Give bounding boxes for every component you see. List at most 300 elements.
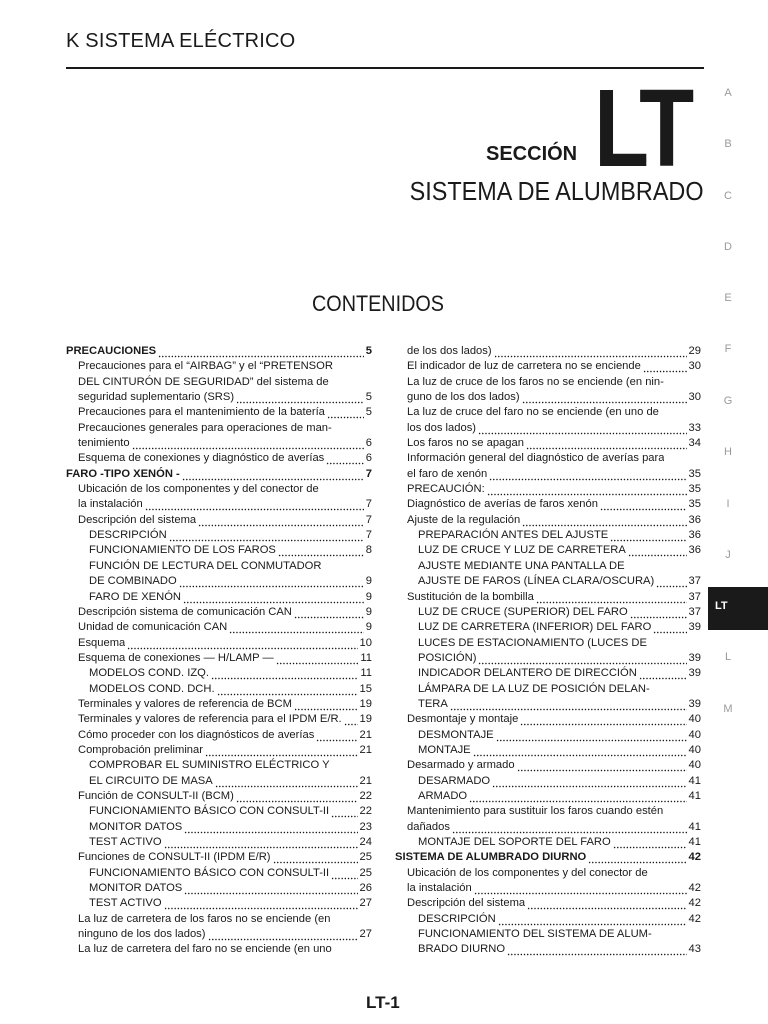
toc-entry[interactable] bbox=[395, 574, 701, 589]
toc-leader-dots bbox=[236, 390, 364, 405]
toc-entry-text: Precauciones para el mantenimiento de la batería bbox=[78, 406, 325, 419]
toc-entry-page: 26 bbox=[359, 882, 372, 895]
toc-entry[interactable] bbox=[66, 927, 372, 942]
toc-entry[interactable] bbox=[66, 543, 372, 558]
toc-entry-text: EL CIRCUITO DE MASA bbox=[89, 774, 213, 787]
toc-entry-page: 15 bbox=[359, 682, 372, 695]
toc-entry-text: dañados bbox=[407, 820, 450, 833]
tab-letter-j[interactable]: J bbox=[725, 549, 731, 561]
toc-leader-dots bbox=[630, 605, 687, 620]
toc-entry[interactable] bbox=[66, 528, 372, 543]
toc-leader-dots bbox=[294, 697, 358, 712]
toc-leader-dots bbox=[169, 528, 364, 543]
toc-entry[interactable] bbox=[66, 344, 372, 359]
toc-leader-dots bbox=[656, 574, 686, 589]
toc-entry-text: Terminales y valores de referencia de BCM bbox=[78, 697, 292, 710]
toc-entry bbox=[395, 866, 701, 881]
toc-leader-dots bbox=[164, 835, 358, 850]
toc-entry-text: MONTAJE bbox=[418, 743, 471, 756]
toc-entry-text: el faro de xenón bbox=[407, 467, 488, 480]
toc-entry[interactable] bbox=[66, 820, 372, 835]
toc-entry-page: 43 bbox=[688, 943, 701, 956]
toc-entry-text: Esquema de conexiones y diagnóstico de averías bbox=[78, 452, 325, 465]
toc-leader-dots bbox=[184, 820, 357, 835]
toc-entry-text: ninguno de los dos lados) bbox=[78, 928, 206, 941]
toc-entry[interactable] bbox=[66, 497, 372, 512]
toc-entry-page: 35 bbox=[688, 467, 701, 480]
toc-entry-text: LUZ DE CRUCE (SUPERIOR) DEL FARO bbox=[418, 605, 628, 618]
toc-entry-text: PRECAUCIONES bbox=[66, 345, 157, 357]
toc-entry-text: DESARMADO bbox=[418, 774, 491, 787]
toc-entry-page: 25 bbox=[359, 866, 372, 879]
tab-letter-g[interactable]: G bbox=[723, 395, 733, 407]
toc-leader-dots bbox=[127, 636, 357, 651]
toc-entry-text: La luz de carretera de los faros no se enciende (en bbox=[78, 912, 331, 925]
toc-entry[interactable] bbox=[66, 605, 372, 620]
toc-entry[interactable] bbox=[395, 743, 701, 758]
toc-entry-page: 33 bbox=[688, 421, 701, 434]
toc-entry-page: 5 bbox=[365, 406, 372, 419]
toc-entry-page: 5 bbox=[365, 345, 372, 357]
toc-entry-page: 40 bbox=[688, 728, 701, 741]
toc-entry-page: 6 bbox=[365, 452, 372, 465]
toc-entry-page: 9 bbox=[365, 590, 372, 603]
tab-letter-c[interactable]: C bbox=[724, 190, 732, 202]
toc-entry-text: LUZ DE CRUCE Y LUZ DE CARRETERA bbox=[418, 544, 626, 557]
toc-leader-dots bbox=[327, 405, 364, 420]
toc-entry bbox=[66, 758, 372, 773]
toc-leader-dots bbox=[198, 513, 364, 528]
toc-entry-page: 30 bbox=[688, 391, 701, 404]
toc-entry-text: AJUSTE DE FAROS (LÍNEA CLARA/OSCURA) bbox=[418, 575, 655, 588]
toc-entry-page: 10 bbox=[359, 636, 372, 649]
toc-entry-text: FARO -TIPO XENÓN - bbox=[66, 467, 180, 480]
toc-entry-page: 42 bbox=[688, 912, 701, 925]
toc-entry-text: de los dos lados) bbox=[407, 345, 492, 357]
toc-entry[interactable] bbox=[66, 804, 372, 819]
toc-leader-dots bbox=[158, 344, 364, 359]
toc-entry-text: LUZ DE CARRETERA (INFERIOR) DEL FARO bbox=[418, 621, 652, 634]
toc-leader-dots bbox=[205, 743, 358, 758]
toc-entry-page: 42 bbox=[688, 897, 701, 910]
toc-entry-text: Ubicación de los componentes y del conector de bbox=[407, 866, 648, 879]
toc-leader-dots bbox=[217, 682, 358, 697]
toc-entry bbox=[66, 559, 372, 574]
toc-leader-dots bbox=[526, 436, 687, 451]
toc-entry-page: 35 bbox=[688, 483, 701, 496]
toc-entry-text: El indicador de luz de carretera no se enciende bbox=[407, 360, 641, 373]
toc-entry-page: 21 bbox=[359, 774, 372, 787]
toc-leader-dots bbox=[643, 359, 687, 374]
toc-entry[interactable] bbox=[395, 896, 701, 911]
toc-entry-text: Esquema bbox=[78, 636, 126, 649]
toc-entry[interactable] bbox=[395, 436, 701, 451]
toc-entry-page: 11 bbox=[360, 651, 372, 664]
toc-entry[interactable] bbox=[66, 896, 372, 911]
toc-entry bbox=[395, 927, 701, 942]
toc-entry bbox=[66, 359, 372, 374]
toc-entry-text: MONTAJE DEL SOPORTE DEL FARO bbox=[418, 836, 611, 848]
toc-entry[interactable] bbox=[66, 866, 372, 881]
toc-entry-text: Información general del diagnóstico de averías para bbox=[407, 452, 665, 465]
section-title: SISTEMA DE ALUMBRADO bbox=[410, 176, 704, 206]
toc-entry bbox=[395, 451, 701, 466]
toc-leader-dots bbox=[522, 390, 687, 405]
toc-entry[interactable] bbox=[66, 697, 372, 712]
toc-entry-page: 7 bbox=[365, 498, 372, 511]
toc-entry-text: FUNCIONAMIENTO DE LOS FAROS bbox=[89, 544, 276, 557]
toc-leader-dots bbox=[628, 543, 687, 558]
toc-entry-text: PRECAUCIÓN: bbox=[407, 483, 485, 496]
toc-leader-dots bbox=[326, 451, 363, 466]
toc-entry-text: ARMADO bbox=[418, 789, 468, 802]
toc-entry[interactable] bbox=[66, 774, 372, 789]
toc-entry-text: Comprobación preliminar bbox=[78, 743, 203, 756]
toc-entry-text: Cómo proceder con los diagnósticos de averías bbox=[78, 728, 315, 741]
toc-entry-page: 9 bbox=[365, 621, 372, 634]
toc-entry-text: DE COMBINADO bbox=[89, 575, 177, 588]
toc-entry[interactable] bbox=[395, 789, 701, 804]
toc-entry[interactable] bbox=[395, 528, 701, 543]
toc-entry bbox=[66, 375, 372, 390]
toc-leader-dots bbox=[145, 497, 364, 512]
toc-entry[interactable] bbox=[395, 605, 701, 620]
toc-entry[interactable] bbox=[395, 390, 701, 405]
toc-leader-dots bbox=[588, 850, 686, 865]
toc-entry[interactable] bbox=[395, 497, 701, 512]
toc-entry[interactable] bbox=[66, 728, 372, 743]
toc-entry-page: 6 bbox=[365, 437, 372, 450]
toc-entry-text: MONITOR DATOS bbox=[89, 820, 183, 833]
toc-entry-page: 35 bbox=[688, 498, 701, 511]
toc-entry[interactable] bbox=[66, 574, 372, 589]
toc-entry-text: Terminales y valores de referencia para el IPDM E/R. bbox=[78, 713, 342, 726]
toc-entry-text: MONITOR DATOS bbox=[89, 882, 183, 895]
toc-entry-text: TEST ACTIVO bbox=[89, 836, 162, 848]
toc-entry-text: Precauciones generales para operaciones de man- bbox=[78, 421, 332, 434]
toc-entry bbox=[66, 942, 372, 957]
toc-entry-page: 40 bbox=[688, 743, 701, 756]
toc-leader-dots bbox=[182, 467, 364, 482]
toc-entry-text: INDICADOR DELANTERO DE DIRECCIÓN bbox=[418, 667, 637, 680]
toc-entry[interactable] bbox=[66, 651, 372, 666]
toc-entry-page: 36 bbox=[688, 529, 701, 542]
section-word: SECCIÓN bbox=[486, 143, 578, 165]
toc-entry-page: 41 bbox=[688, 789, 701, 802]
toc-entry-text: MODELOS COND. IZQ. bbox=[89, 667, 209, 680]
toc-entry-text: Diagnóstico de averías de faros xenón bbox=[407, 498, 598, 511]
toc-leader-dots bbox=[473, 743, 687, 758]
toc-entry-text: Descripción del sistema bbox=[78, 513, 197, 526]
toc-entry bbox=[66, 482, 372, 497]
toc-entry-text: DEL CINTURÓN DE SEGURIDAD” del sistema de bbox=[78, 375, 329, 388]
toc-leader-dots bbox=[522, 513, 686, 528]
toc-entry-text: COMPROBAR EL SUMINISTRO ELÉCTRICO Y bbox=[89, 759, 330, 772]
toc-entry-page: 39 bbox=[688, 651, 701, 664]
toc-leader-dots bbox=[184, 881, 357, 896]
toc-entry-text: Mantenimiento para sustituir los faros cuando estén bbox=[407, 805, 664, 818]
toc-entry-text: MODELOS COND. DCH. bbox=[89, 682, 215, 695]
toc-entry-page: 42 bbox=[688, 851, 701, 864]
toc-leader-dots bbox=[494, 344, 687, 359]
toc-entry-page: 39 bbox=[688, 667, 701, 680]
toc-leader-dots bbox=[452, 820, 687, 835]
toc-entry-text: AJUSTE MEDIANTE UNA PANTALLA DE bbox=[418, 559, 625, 572]
toc-entry-page: 29 bbox=[688, 345, 701, 357]
tab-letter-h[interactable]: H bbox=[724, 446, 732, 458]
toc-entry-page: 40 bbox=[688, 759, 701, 772]
toc-entry-text: DESMONTAJE bbox=[418, 728, 494, 741]
toc-entry-text: Ajuste de la regulación bbox=[407, 513, 521, 526]
toc-entry[interactable] bbox=[395, 651, 701, 666]
toc-leader-dots bbox=[183, 590, 364, 605]
toc-entry[interactable] bbox=[395, 666, 701, 681]
toc-leader-dots bbox=[208, 927, 358, 942]
toc-entry bbox=[395, 559, 701, 574]
toc-entry-page: 22 bbox=[359, 805, 372, 818]
toc-leader-dots bbox=[331, 804, 357, 819]
toc-leader-dots bbox=[331, 866, 357, 881]
toc-entry-text: BRADO DIURNO bbox=[418, 943, 506, 956]
toc-entry bbox=[395, 405, 701, 420]
toc-entry[interactable] bbox=[66, 436, 372, 451]
toc-entry bbox=[395, 682, 701, 697]
toc-entry bbox=[395, 636, 701, 651]
toc-entry-text: Sustitución de la bombilla bbox=[407, 590, 534, 603]
toc-leader-dots bbox=[496, 728, 687, 743]
toc-entry-page: 19 bbox=[359, 713, 372, 726]
toc-leader-dots bbox=[215, 774, 358, 789]
toc-entry[interactable] bbox=[66, 405, 372, 420]
toc-entry-page: 41 bbox=[688, 820, 701, 833]
toc-leader-dots bbox=[498, 912, 687, 927]
toc-entry-text: La luz de cruce del faro no se enciende (en uno de bbox=[407, 406, 659, 419]
toc-entry-text: Funciones de CONSULT-II (IPDM E/R) bbox=[78, 851, 271, 864]
toc-entry-text: La luz de cruce de los faros no se enciende (en nin- bbox=[407, 375, 664, 388]
toc-entry-text: Función de CONSULT-II (BCM) bbox=[78, 789, 234, 802]
tab-letter-e[interactable]: E bbox=[724, 292, 732, 304]
toc-entry-page: 21 bbox=[359, 728, 372, 741]
toc-leader-dots bbox=[507, 942, 687, 957]
toc-entry-text: DESCRIPCIÓN bbox=[418, 912, 496, 925]
toc-entry[interactable] bbox=[395, 421, 701, 436]
toc-entry-page: 27 bbox=[359, 897, 372, 910]
toc-entry[interactable] bbox=[395, 590, 701, 605]
toc-entry-text: LUCES DE ESTACIONAMIENTO (LUCES DE bbox=[418, 636, 647, 649]
toc-entry-page: 36 bbox=[688, 513, 701, 526]
toc-entry-page: 8 bbox=[365, 544, 372, 557]
toc-entry-page: 7 bbox=[365, 467, 372, 480]
toc-entry bbox=[395, 804, 701, 819]
toc-entry bbox=[66, 421, 372, 436]
toc-leader-dots bbox=[179, 574, 364, 589]
toc-entry-page: 27 bbox=[359, 928, 372, 941]
toc-entry-page: 22 bbox=[359, 789, 372, 802]
toc-entry[interactable] bbox=[66, 881, 372, 896]
toc-entry[interactable] bbox=[395, 712, 701, 727]
toc-leader-dots bbox=[613, 835, 687, 850]
toc-leader-dots bbox=[517, 758, 687, 773]
header-title: K SISTEMA ELÉCTRICO bbox=[66, 30, 296, 52]
toc-entry-text: seguridad suplementario (SRS) bbox=[78, 391, 235, 404]
toc-entry-text: Ubicación de los componentes y del conector de bbox=[78, 483, 319, 496]
toc-entry[interactable] bbox=[395, 912, 701, 927]
toc-entry-text: FUNCIONAMIENTO DEL SISTEMA DE ALUM- bbox=[418, 928, 652, 941]
toc-entry-text: Los faros no se apagan bbox=[407, 437, 524, 450]
toc-entry-page: 42 bbox=[688, 882, 701, 895]
tab-letter-a[interactable]: A bbox=[724, 87, 732, 99]
toc-entry[interactable] bbox=[395, 513, 701, 528]
toc-entry-page: 34 bbox=[688, 437, 701, 450]
toc-leader-dots bbox=[469, 789, 686, 804]
toc-leader-dots bbox=[211, 666, 358, 681]
toc-entry[interactable] bbox=[395, 758, 701, 773]
toc-entry[interactable] bbox=[66, 835, 372, 850]
toc-entry-page: 41 bbox=[688, 836, 701, 848]
toc-entry[interactable] bbox=[66, 850, 372, 865]
toc-entry[interactable] bbox=[66, 590, 372, 605]
tab-letter-b[interactable]: B bbox=[724, 138, 732, 150]
section-code: LT bbox=[594, 67, 691, 190]
toc-entry-page: 37 bbox=[688, 575, 701, 588]
toc-column-left bbox=[66, 344, 372, 958]
toc-entry-text: La luz de carretera del faro no se enciende (en uno bbox=[78, 943, 332, 956]
toc-entry-text: Desarmado y armado bbox=[407, 759, 515, 772]
toc-entry[interactable] bbox=[66, 620, 372, 635]
toc-entry-text: TEST ACTIVO bbox=[89, 897, 162, 910]
toc-leader-dots bbox=[492, 774, 686, 789]
toc-entry-page: 24 bbox=[359, 836, 372, 848]
toc-leader-dots bbox=[278, 543, 364, 558]
toc-leader-dots bbox=[520, 712, 686, 727]
toc-entry-page: 40 bbox=[688, 713, 701, 726]
toc-entry-text: la instalación bbox=[78, 498, 143, 511]
toc-leader-dots bbox=[478, 651, 686, 666]
toc-entry-text: Descripción del sistema bbox=[407, 897, 526, 910]
toc-entry-page: 21 bbox=[359, 743, 372, 756]
toc-entry-text: los dos lados) bbox=[407, 421, 477, 434]
toc-entry-page: 9 bbox=[365, 605, 372, 618]
toc-entry-text: SISTEMA DE ALUMBRADO DIURNO bbox=[395, 851, 587, 864]
toc-entry[interactable] bbox=[66, 467, 372, 482]
toc-entry[interactable] bbox=[395, 820, 701, 835]
toc-entry-page: 7 bbox=[365, 529, 372, 542]
toc-entry[interactable] bbox=[395, 467, 701, 482]
toc-leader-dots bbox=[653, 620, 686, 635]
toc-leader-dots bbox=[276, 651, 359, 666]
toc-leader-dots bbox=[273, 850, 358, 865]
toc-entry-text: FUNCIÓN DE LECTURA DEL CONMUTADOR bbox=[89, 559, 322, 572]
toc-entry-page: 7 bbox=[365, 513, 372, 526]
toc-entry-page: 5 bbox=[365, 391, 372, 404]
footer-page-number: LT-1 bbox=[366, 993, 400, 1012]
toc-leader-dots bbox=[316, 728, 357, 743]
toc-entry-page: 39 bbox=[688, 621, 701, 634]
toc-entry[interactable] bbox=[395, 881, 701, 896]
tab-letter-l[interactable]: L bbox=[724, 651, 732, 663]
toc-entry[interactable] bbox=[395, 482, 701, 497]
toc-entry-text: FUNCIONAMIENTO BÁSICO CON CONSULT-II bbox=[89, 805, 330, 818]
toc-leader-dots bbox=[639, 666, 687, 681]
toc-leader-dots bbox=[132, 436, 364, 451]
toc-entry-text: guno de los dos lados) bbox=[407, 391, 520, 404]
toc-entry[interactable] bbox=[395, 344, 701, 359]
toc-leader-dots bbox=[450, 697, 687, 712]
toc-entry-text: POSICIÓN) bbox=[418, 651, 477, 664]
toc-entry-text: LÁMPARA DE LA LUZ DE POSICIÓN DELAN- bbox=[418, 682, 650, 695]
toc-entry[interactable] bbox=[66, 451, 372, 466]
toc-leader-dots bbox=[487, 482, 687, 497]
toc-entry bbox=[395, 375, 701, 390]
toc-entry[interactable] bbox=[395, 835, 701, 850]
toc-entry[interactable] bbox=[66, 789, 372, 804]
toc-leader-dots bbox=[600, 497, 687, 512]
toc-leader-dots bbox=[294, 605, 364, 620]
toc-entry-text: DESCRIPCIÓN bbox=[89, 529, 167, 542]
toc-leader-dots bbox=[536, 590, 687, 605]
toc-leader-dots bbox=[527, 896, 686, 911]
toc-entry-page: 41 bbox=[688, 774, 701, 787]
toc-entry[interactable] bbox=[395, 543, 701, 558]
toc-entry[interactable] bbox=[395, 850, 701, 865]
toc-entry-text: TERA bbox=[418, 697, 448, 710]
toc-leader-dots bbox=[610, 528, 686, 543]
toc-entry-page: 37 bbox=[688, 590, 701, 603]
toc-entry[interactable] bbox=[66, 513, 372, 528]
toc-entry-text: FUNCIONAMIENTO BÁSICO CON CONSULT-II bbox=[89, 866, 330, 879]
toc-entry[interactable] bbox=[395, 774, 701, 789]
toc-entry-page: 39 bbox=[688, 697, 701, 710]
toc-leader-dots bbox=[164, 896, 358, 911]
toc-entry[interactable] bbox=[395, 359, 701, 374]
toc-entry bbox=[66, 912, 372, 927]
tab-letter-d[interactable]: D bbox=[724, 241, 732, 253]
toc-entry[interactable] bbox=[66, 666, 372, 681]
toc-leader-dots bbox=[489, 467, 686, 482]
toc-leader-dots bbox=[344, 712, 358, 727]
toc-column-right bbox=[395, 344, 701, 958]
tab-letter-m[interactable]: M bbox=[723, 703, 733, 715]
toc-entry-page: 19 bbox=[359, 697, 372, 710]
toc-entry[interactable] bbox=[66, 743, 372, 758]
toc-entry-page: 36 bbox=[688, 544, 701, 557]
toc-entry[interactable] bbox=[66, 712, 372, 727]
tab-letter-f[interactable]: F bbox=[724, 343, 732, 355]
toc-entry-text: Desmontaje y montaje bbox=[407, 713, 519, 726]
toc-entry-text: tenimiento bbox=[78, 437, 130, 450]
contents-title: CONTENIDOS bbox=[312, 291, 445, 316]
toc-entry-page: 25 bbox=[359, 851, 372, 864]
toc-entry-text: PREPARACIÓN ANTES DEL AJUSTE bbox=[418, 529, 609, 542]
toc-leader-dots bbox=[229, 620, 364, 635]
toc-entry-text: FARO DE XENÓN bbox=[89, 590, 182, 603]
tab-letter-i[interactable]: I bbox=[726, 498, 730, 510]
toc-entry-page: 23 bbox=[359, 820, 372, 833]
toc-entry[interactable] bbox=[395, 620, 701, 635]
toc-entry-page: 30 bbox=[688, 360, 701, 373]
toc-entry[interactable] bbox=[395, 942, 701, 957]
toc-entry[interactable] bbox=[395, 728, 701, 743]
toc-entry-text: Precauciones para el “AIRBAG” y el “PRETENSOR bbox=[78, 360, 333, 373]
toc-entry[interactable] bbox=[66, 390, 372, 405]
toc-leader-dots bbox=[478, 421, 687, 436]
toc-entry[interactable] bbox=[66, 682, 372, 697]
toc-entry-text: la instalación bbox=[407, 882, 472, 895]
toc-entry-page: 11 bbox=[360, 667, 372, 680]
toc-entry[interactable] bbox=[395, 697, 701, 712]
toc-entry[interactable] bbox=[66, 636, 372, 651]
toc-entry-text: Descripción sistema de comunicación CAN bbox=[78, 605, 292, 618]
